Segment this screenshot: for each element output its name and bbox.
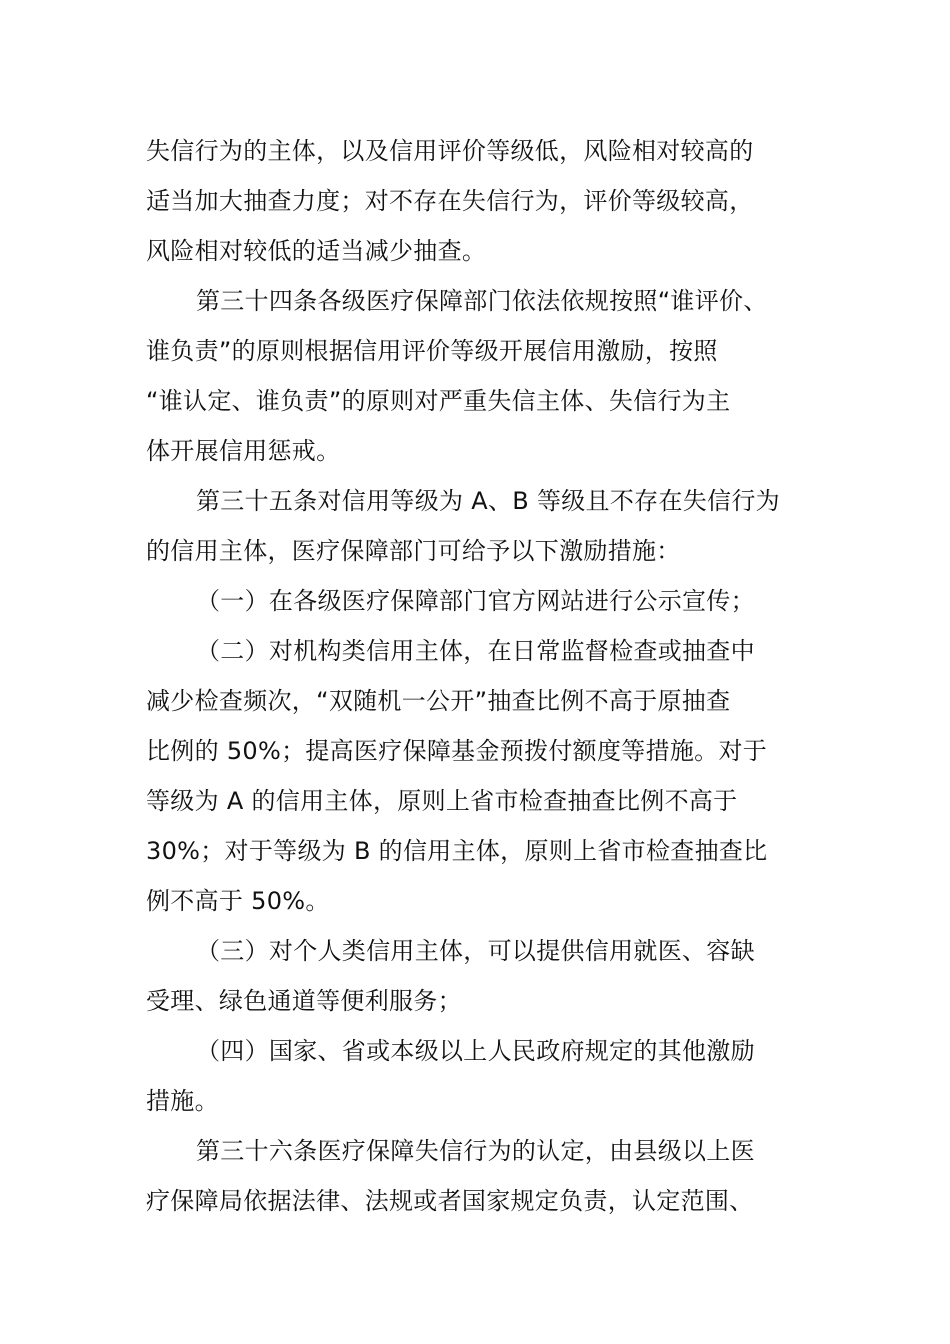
text-line: 失信行为的主体，以及信用评价等级低，风险相对较高的 xyxy=(146,137,754,165)
text-line: 的信用主体，医疗保障部门可给予以下激励措施： xyxy=(146,537,681,565)
list-item-1: （一）在各级医疗保障部门官方网站进行公示宣传； xyxy=(196,587,755,615)
text-line: 受理、绿色通道等便利服务； xyxy=(146,987,462,1015)
text-line: 减少检查频次，“双随机一公开”抽查比例不高于原抽查 xyxy=(146,687,731,715)
text-line: 体开展信用惩戒。 xyxy=(146,437,341,465)
list-item-2: （二）对机构类信用主体，在日常监督检查或抽查中 xyxy=(196,637,755,665)
text-line: “谁认定、谁负责”的原则对严重失信主体、失信行为主 xyxy=(146,387,731,415)
text-line: 谁负责”的原则根据信用评价等级开展信用激励，按照 xyxy=(146,337,718,365)
text-line: 30%；对于等级为 B 的信用主体，原则上省市检查抽查比 xyxy=(146,837,768,865)
article-36-heading-line: 第三十六条医疗保障失信行为的认定，由县级以上医 xyxy=(196,1137,755,1165)
text-line: 比例的 50%；提高医疗保障基金预拨付额度等措施。对于 xyxy=(146,737,768,765)
list-item-3: （三）对个人类信用主体，可以提供信用就医、容缺 xyxy=(196,937,755,965)
list-item-4: （四）国家、省或本级以上人民政府规定的其他激励 xyxy=(196,1037,755,1065)
article-34-heading-line: 第三十四条各级医疗保障部门依法依规按照“谁评价、 xyxy=(196,287,768,315)
text-line: 风险相对较低的适当减少抽查。 xyxy=(146,237,487,265)
text-line: 等级为 A 的信用主体，原则上省市检查抽查比例不高于 xyxy=(146,787,738,815)
text-line: 适当加大抽查力度；对不存在失信行为，评价等级较高， xyxy=(146,187,754,215)
text-line: 例不高于 50%。 xyxy=(146,887,330,915)
article-35-heading-line: 第三十五条对信用等级为 A、B 等级且不存在失信行为 xyxy=(196,487,780,515)
text-line: 措施。 xyxy=(146,1087,219,1115)
text-line: 疗保障局依据法律、法规或者国家规定负责，认定范围、 xyxy=(146,1187,754,1215)
